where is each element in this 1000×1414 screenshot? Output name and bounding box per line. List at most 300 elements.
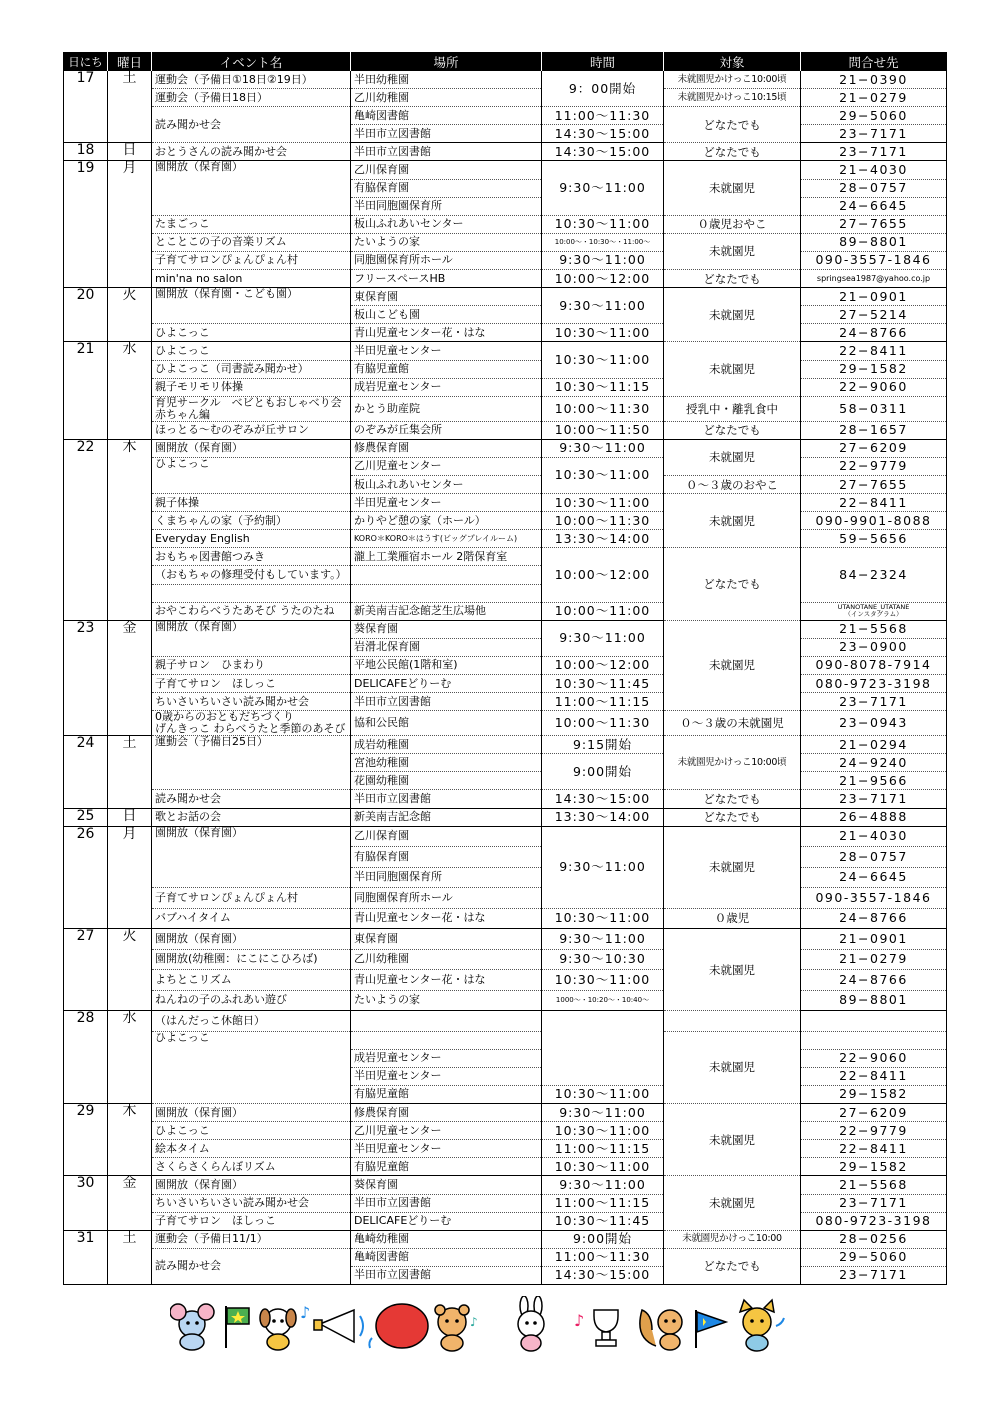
weekday-cell: 土 bbox=[108, 71, 152, 143]
time-cell: 9:30〜11:00 bbox=[542, 288, 664, 324]
place-cell: 半田児童センター bbox=[351, 1067, 542, 1085]
time-cell bbox=[542, 1011, 664, 1086]
time-cell: 10:30〜11:00 bbox=[542, 494, 664, 512]
event-name-cell: おもちゃ図書館つみき bbox=[152, 548, 351, 566]
target-cell: どなたでも bbox=[664, 107, 801, 143]
event-name-cell: 読み聞かせ会 bbox=[152, 790, 351, 808]
time-cell: 9:30〜11:00 bbox=[542, 929, 664, 950]
event-name-cell: おやこわらべうたあそび うたのたね bbox=[152, 602, 351, 620]
table-row bbox=[64, 1011, 947, 1032]
place-cell: 同胞園保育所ホール bbox=[351, 251, 542, 269]
event-name-cell: ひよこっこ bbox=[152, 457, 351, 493]
place-cell: 東保育園 bbox=[351, 929, 542, 950]
contact-cell: 23−7171 bbox=[801, 1266, 947, 1284]
table-row bbox=[64, 233, 947, 251]
table-row bbox=[64, 1248, 947, 1266]
contact-cell: 090-3557-1846 bbox=[801, 251, 947, 269]
place-cell: 半田幼稚園 bbox=[351, 71, 542, 89]
place-cell: 東保育園 bbox=[351, 288, 542, 306]
date-cell: 19 bbox=[64, 161, 108, 288]
weekday-cell: 金 bbox=[108, 620, 152, 735]
table-row bbox=[64, 439, 947, 457]
time-cell: 11:00〜11:30 bbox=[542, 1248, 664, 1266]
table-row bbox=[64, 288, 947, 306]
target-cell: 未就園児 bbox=[664, 494, 801, 548]
table-row bbox=[64, 656, 947, 674]
weekday-cell: 月 bbox=[108, 161, 152, 288]
date-cell: 30 bbox=[64, 1176, 108, 1230]
contact-cell: 23−7171 bbox=[801, 790, 947, 808]
table-row bbox=[64, 1230, 947, 1248]
event-name-cell: min'na no salon bbox=[152, 270, 351, 288]
contact-cell bbox=[801, 1011, 947, 1032]
target-cell: 未就園児 bbox=[664, 161, 801, 215]
place-cell bbox=[351, 584, 542, 602]
event-name-cell: バブハイタイム bbox=[152, 908, 351, 929]
event-name-cell: ちいさいちいさい読み聞かせ会 bbox=[152, 693, 351, 711]
contact-cell: 080-9723-3198 bbox=[801, 1212, 947, 1230]
place-cell: 半田児童センター bbox=[351, 494, 542, 512]
time-cell: 9:00開始 bbox=[542, 754, 664, 790]
time-cell: 9:00開始 bbox=[542, 1230, 664, 1248]
red-ball-icon bbox=[369, 1304, 428, 1348]
table-row bbox=[64, 324, 947, 342]
time-cell: 14:30〜15:00 bbox=[542, 125, 664, 143]
time-cell: 14:30〜15:00 bbox=[542, 1266, 664, 1284]
time-cell: 9:30〜11:00 bbox=[542, 251, 664, 269]
date-cell: 20 bbox=[64, 288, 108, 342]
event-name-cell: 子育てサロン ほしっこ bbox=[152, 1212, 351, 1230]
time-cell: 10:00〜11:30 bbox=[542, 711, 664, 736]
target-cell: どなたでも bbox=[664, 1248, 801, 1284]
event-name-cell: 子育てサロンぴょんぴょん村 bbox=[152, 888, 351, 909]
event-name-cell: 親子サロン ひまわり bbox=[152, 656, 351, 674]
place-cell: 乙川幼稚園 bbox=[351, 89, 542, 107]
event-name-cell: 0歳からのおともだちづくり げんきっこ わらべうたと季節のあそび bbox=[152, 711, 351, 736]
place-cell: フリースペースHB bbox=[351, 270, 542, 288]
mouse-character-icon bbox=[170, 1304, 214, 1350]
table-row bbox=[64, 1104, 947, 1122]
place-cell: 乙川児童センター bbox=[351, 1122, 542, 1140]
event-name-cell: 運動会（予備日25日） bbox=[152, 736, 351, 790]
time-cell: 14:30〜15:00 bbox=[542, 143, 664, 161]
table-row bbox=[64, 421, 947, 439]
table-row bbox=[64, 620, 947, 638]
place-cell: 修農保育園 bbox=[351, 439, 542, 457]
table-row bbox=[64, 494, 947, 512]
header-place: 場所 bbox=[351, 53, 542, 72]
event-name-cell: 園開放（保育園） bbox=[152, 161, 351, 215]
contact-cell: 27−6209 bbox=[801, 439, 947, 457]
contact-cell: 21−0901 bbox=[801, 929, 947, 950]
target-cell: どなたでも bbox=[664, 548, 801, 620]
rabbit-character-icon bbox=[518, 1296, 544, 1351]
place-cell: 半田同胞園保育所 bbox=[351, 197, 542, 215]
contact-cell: 84−2324 bbox=[801, 548, 947, 602]
contact-cell: 26−4888 bbox=[801, 808, 947, 826]
target-cell: 未就園児 bbox=[664, 233, 801, 269]
time-cell: 10:30〜11:00 bbox=[542, 215, 664, 233]
contact-cell: 21−4030 bbox=[801, 826, 947, 847]
svg-text:♪: ♪ bbox=[300, 1303, 311, 1322]
contact-cell: 22−9060 bbox=[801, 1049, 947, 1067]
event-name-cell bbox=[152, 584, 351, 602]
event-name-cell: 園開放(幼稚園：にこにこひろば) bbox=[152, 949, 351, 970]
place-cell: 有脇保育園 bbox=[351, 847, 542, 868]
target-cell: どなたでも bbox=[664, 790, 801, 808]
time-cell: 1000〜・10:20〜・10:40〜 bbox=[542, 990, 664, 1011]
contact-cell: 23−7171 bbox=[801, 1194, 947, 1212]
time-cell: 10:30〜11:15 bbox=[542, 378, 664, 396]
time-cell: 10:00〜11:00 bbox=[542, 602, 664, 620]
target-cell: ０歳児おやこ bbox=[664, 215, 801, 233]
target-cell: ０歳児 bbox=[664, 908, 801, 929]
event-name-cell: ひよこっこ（司書読み聞かせ） bbox=[152, 360, 351, 378]
time-cell: 10:00〜11:30 bbox=[542, 512, 664, 530]
contact-cell: 24−8766 bbox=[801, 908, 947, 929]
contact-cell: 28−0757 bbox=[801, 179, 947, 197]
event-name-cell: 園開放（保育園） bbox=[152, 929, 351, 950]
target-cell: どなたでも bbox=[664, 270, 801, 288]
contact-cell: 21−5568 bbox=[801, 620, 947, 638]
date-cell: 27 bbox=[64, 929, 108, 1011]
time-cell: 11:00〜11:15 bbox=[542, 693, 664, 711]
contact-cell: 29−1582 bbox=[801, 1158, 947, 1176]
contact-cell: 21−9566 bbox=[801, 772, 947, 790]
event-name-cell: （おもちゃの修理受付もしています。） bbox=[152, 566, 351, 584]
contact-cell: 23−7171 bbox=[801, 693, 947, 711]
contact-cell: 29−5060 bbox=[801, 1248, 947, 1266]
table-row bbox=[64, 530, 947, 548]
place-cell: 葵保育園 bbox=[351, 1176, 542, 1194]
event-name-cell: （はんだっこ休館日） bbox=[152, 1011, 351, 1032]
table-row bbox=[64, 888, 947, 909]
place-cell: 有脇児童館 bbox=[351, 1158, 542, 1176]
table-row bbox=[64, 1140, 947, 1158]
table-row bbox=[64, 1122, 947, 1140]
target-cell: どなたでも bbox=[664, 421, 801, 439]
svg-text:♪: ♪ bbox=[470, 1315, 478, 1329]
footer-illustration bbox=[170, 1296, 790, 1356]
contact-cell: 21−5568 bbox=[801, 1176, 947, 1194]
target-cell: 未就園児かけっこ10:00 bbox=[664, 1230, 801, 1248]
target-cell: 未就園児かけっこ10:00頃 bbox=[664, 736, 801, 790]
time-cell: 10:00〜11:50 bbox=[542, 421, 664, 439]
contact-cell: 21−4030 bbox=[801, 161, 947, 179]
place-cell: たいようの家 bbox=[351, 233, 542, 251]
place-cell: 有脇保育園 bbox=[351, 179, 542, 197]
contact-cell: 080-9723-3198 bbox=[801, 675, 947, 693]
place-cell: KORO＊KORO＊はうす(ビッグプレイルーム) bbox=[351, 530, 542, 548]
contact-cell: 22−8411 bbox=[801, 494, 947, 512]
event-name-cell: ちいさいちいさい読み聞かせ会 bbox=[152, 1194, 351, 1212]
bear-character-icon bbox=[435, 1305, 478, 1351]
contact-cell: 89−8801 bbox=[801, 990, 947, 1011]
event-name-cell: ねんねの子のふれあい遊び bbox=[152, 990, 351, 1011]
header-contact: 問合せ先 bbox=[801, 53, 947, 72]
table-row bbox=[64, 790, 947, 808]
contact-cell: 22−8411 bbox=[801, 1067, 947, 1085]
time-cell: 10:00〜12:00 bbox=[542, 548, 664, 602]
table-row bbox=[64, 512, 947, 530]
event-name-cell: 絵本タイム bbox=[152, 1140, 351, 1158]
place-cell: 葵保育園 bbox=[351, 620, 542, 638]
event-name-cell: 親子モリモリ体操 bbox=[152, 378, 351, 396]
date-cell: 25 bbox=[64, 808, 108, 826]
event-name-cell: 運動会（予備日①18日②19日） bbox=[152, 71, 351, 89]
place-cell: DELICAFEどりーむ bbox=[351, 1212, 542, 1230]
place-cell: 板山ふれあいセンター bbox=[351, 475, 542, 493]
contact-cell: 22−9779 bbox=[801, 457, 947, 475]
event-name-cell: 園開放（保育園） bbox=[152, 439, 351, 457]
date-cell: 17 bbox=[64, 71, 108, 143]
event-name-cell: さくらさくらんぼリズム bbox=[152, 1158, 351, 1176]
contact-cell: 24−8766 bbox=[801, 324, 947, 342]
table-row bbox=[64, 1212, 947, 1230]
table-row bbox=[64, 251, 947, 269]
target-cell: 未就園児かけっこ10:00頃 bbox=[664, 71, 801, 89]
date-cell: 22 bbox=[64, 439, 108, 620]
table-row bbox=[64, 89, 947, 107]
contact-cell: springsea1987@yahoo.co.jp bbox=[801, 270, 947, 288]
contact-cell: 21−0279 bbox=[801, 949, 947, 970]
event-name-cell: 園開放（保育園） bbox=[152, 826, 351, 888]
target-cell: 未就園児かけっこ10:15頃 bbox=[664, 89, 801, 107]
time-cell: 10:30〜11:45 bbox=[542, 1212, 664, 1230]
place-cell: 板山こども園 bbox=[351, 306, 542, 324]
contact-cell: UTANOTANE_UTATANE （インスタグラム） bbox=[801, 602, 947, 620]
place-cell: 亀崎図書館 bbox=[351, 1248, 542, 1266]
event-name-cell: おとうさんの読み聞かせ会 bbox=[152, 143, 351, 161]
contact-cell: 27−7655 bbox=[801, 215, 947, 233]
contact-cell: 23−0900 bbox=[801, 638, 947, 656]
place-cell: 半田児童センター bbox=[351, 1140, 542, 1158]
time-cell: 11:00〜11:15 bbox=[542, 1194, 664, 1212]
event-name-cell: ひよこっこ bbox=[152, 1122, 351, 1140]
contact-cell: 24−6645 bbox=[801, 867, 947, 888]
event-name-cell: とことこの子の音楽リズム bbox=[152, 233, 351, 251]
place-cell: 半田同胞園保育所 bbox=[351, 867, 542, 888]
contact-cell: 24−6645 bbox=[801, 197, 947, 215]
time-cell: 9:15開始 bbox=[542, 736, 664, 754]
event-name-cell: 読み聞かせ会 bbox=[152, 107, 351, 143]
weekday-cell: 木 bbox=[108, 1104, 152, 1176]
contact-cell: 28−1657 bbox=[801, 421, 947, 439]
table-row bbox=[64, 107, 947, 125]
time-cell: 10:00〜11:30 bbox=[542, 396, 664, 421]
time-cell: 9:30〜11:00 bbox=[542, 1104, 664, 1122]
time-cell: 10:30〜11:00 bbox=[542, 1158, 664, 1176]
place-cell: DELICAFEどりーむ bbox=[351, 675, 542, 693]
event-schedule-table bbox=[63, 52, 947, 1285]
date-cell: 29 bbox=[64, 1104, 108, 1176]
time-cell: 10:00〜12:00 bbox=[542, 270, 664, 288]
time-cell: 9:30〜11:00 bbox=[542, 161, 664, 215]
event-name-cell: ひよこっこ bbox=[152, 324, 351, 342]
place-cell: 瀧上工業雁宿ホール 2階保育室 bbox=[351, 548, 542, 566]
table-header-row bbox=[64, 53, 947, 72]
dog-character-icon bbox=[260, 1309, 296, 1350]
table-row bbox=[64, 342, 947, 360]
table-row bbox=[64, 949, 947, 970]
cat-character-icon bbox=[740, 1300, 784, 1351]
weekday-cell: 日 bbox=[108, 143, 152, 161]
target-cell: 未就園児 bbox=[664, 1104, 801, 1176]
event-name-cell: 歌とお話の会 bbox=[152, 808, 351, 826]
event-name-cell: 親子体操 bbox=[152, 494, 351, 512]
place-cell: 亀崎図書館 bbox=[351, 107, 542, 125]
pennant-icon bbox=[696, 1310, 726, 1348]
place-cell: 宮池幼稚園 bbox=[351, 754, 542, 772]
header-target: 対象 bbox=[664, 53, 801, 72]
place-cell: 青山児童センター花・はな bbox=[351, 324, 542, 342]
table-row bbox=[64, 143, 947, 161]
place-cell: のぞみが丘集会所 bbox=[351, 421, 542, 439]
time-cell: 10:30〜11:00 bbox=[542, 324, 664, 342]
place-cell: 花園幼稚園 bbox=[351, 772, 542, 790]
target-cell: どなたでも bbox=[664, 143, 801, 161]
place-cell: 岩滑北保育園 bbox=[351, 638, 542, 656]
table-row bbox=[64, 693, 947, 711]
date-cell: 23 bbox=[64, 620, 108, 735]
date-cell: 24 bbox=[64, 736, 108, 808]
event-name-cell: ほっとる〜むのぞみが丘サロン bbox=[152, 421, 351, 439]
target-cell: 未就園児 bbox=[664, 929, 801, 1011]
place-cell: 半田市立図書館 bbox=[351, 790, 542, 808]
place-cell: 半田市立図書館 bbox=[351, 125, 542, 143]
contact-cell: 29−1582 bbox=[801, 360, 947, 378]
contact-cell: 21−0901 bbox=[801, 288, 947, 306]
place-cell: 青山児童センター花・はな bbox=[351, 908, 542, 929]
date-cell: 26 bbox=[64, 826, 108, 929]
time-cell: 10:30〜11:00 bbox=[542, 457, 664, 493]
event-name-cell: 育児サークル べビともおしゃべり会 赤ちゃん編 bbox=[152, 396, 351, 421]
target-cell: ０〜３歳の未就園児 bbox=[664, 711, 801, 736]
flag-icon bbox=[226, 1306, 249, 1348]
contact-cell: 29−5060 bbox=[801, 107, 947, 125]
contact-cell: 21−0390 bbox=[801, 71, 947, 89]
table-row bbox=[64, 360, 947, 378]
place-cell: 成岩児童センター bbox=[351, 378, 542, 396]
date-cell: 21 bbox=[64, 342, 108, 439]
place-cell: 修農保育園 bbox=[351, 1104, 542, 1122]
place-cell: 新美南吉記念館 bbox=[351, 808, 542, 826]
contact-cell: 21−0279 bbox=[801, 89, 947, 107]
weekday-cell: 火 bbox=[108, 288, 152, 342]
header-date: 日にち bbox=[64, 53, 108, 72]
weekday-cell: 日 bbox=[108, 808, 152, 826]
contact-cell: 23−0943 bbox=[801, 711, 947, 736]
table-row bbox=[64, 270, 947, 288]
date-cell: 28 bbox=[64, 1011, 108, 1104]
place-cell: たいようの家 bbox=[351, 990, 542, 1011]
contact-cell: 090-8078-7914 bbox=[801, 656, 947, 674]
time-cell: 11:00〜11:15 bbox=[542, 1140, 664, 1158]
contact-cell: 21−0294 bbox=[801, 736, 947, 754]
event-name-cell: 園開放（保育園） bbox=[152, 1104, 351, 1122]
event-name-cell: ひよこっこ bbox=[152, 342, 351, 360]
time-cell: 10:00〜12:00 bbox=[542, 656, 664, 674]
svg-text:♪: ♪ bbox=[574, 1311, 585, 1330]
schedule-body bbox=[64, 71, 947, 1284]
target-cell: ０〜３歳のおやこ bbox=[664, 475, 801, 493]
place-cell: 乙川保育園 bbox=[351, 161, 542, 179]
table-row bbox=[64, 215, 947, 233]
weekday-cell: 水 bbox=[108, 342, 152, 439]
target-cell: 未就園児 bbox=[664, 342, 801, 396]
target-cell: 未就園児 bbox=[664, 826, 801, 908]
contact-cell: 22−8411 bbox=[801, 342, 947, 360]
time-cell: 13:30〜14:00 bbox=[542, 530, 664, 548]
target-cell bbox=[664, 1011, 801, 1032]
target-cell: 未就園児 bbox=[664, 1176, 801, 1230]
place-cell: 乙川幼稚園 bbox=[351, 949, 542, 970]
place-cell bbox=[351, 1011, 542, 1032]
time-cell: 9:30〜11:00 bbox=[542, 620, 664, 656]
place-cell: 半田市立図書館 bbox=[351, 693, 542, 711]
squirrel-character-icon bbox=[640, 1310, 682, 1350]
event-name-cell: 運動会（予備日18日） bbox=[152, 89, 351, 107]
table-row bbox=[64, 736, 947, 754]
contact-cell: 27−7655 bbox=[801, 475, 947, 493]
event-name-cell: 園開放（保育園） bbox=[152, 620, 351, 656]
event-name-cell: Everyday English bbox=[152, 530, 351, 548]
target-cell: 未就園児 bbox=[664, 1031, 801, 1103]
time-cell: 9：00開始 bbox=[542, 71, 664, 107]
time-cell: 10:30〜11:00 bbox=[542, 908, 664, 929]
weekday-cell: 土 bbox=[108, 1230, 152, 1284]
contact-cell: 090-9901-8088 bbox=[801, 512, 947, 530]
weekday-cell: 月 bbox=[108, 826, 152, 929]
weekday-cell: 火 bbox=[108, 929, 152, 1011]
megaphone-icon bbox=[314, 1310, 363, 1342]
event-name-cell: 子育てサロン ほしっこ bbox=[152, 675, 351, 693]
time-cell: 10:30〜11:00 bbox=[542, 1122, 664, 1140]
time-cell: 9:30〜10:30 bbox=[542, 949, 664, 970]
contact-cell: 24−9240 bbox=[801, 754, 947, 772]
time-cell: 9:30〜11:00 bbox=[542, 439, 664, 457]
table-row bbox=[64, 602, 947, 620]
table-row bbox=[64, 457, 947, 475]
contact-cell: 090-3557-1846 bbox=[801, 888, 947, 909]
contact-cell: 59−5656 bbox=[801, 530, 947, 548]
target-cell: 未就園児 bbox=[664, 439, 801, 475]
time-cell: 11:00〜11:30 bbox=[542, 107, 664, 125]
place-cell: 成岩児童センター bbox=[351, 1049, 542, 1067]
place-cell: 半田児童センター bbox=[351, 342, 542, 360]
header-weekday: 曜日 bbox=[108, 53, 152, 72]
weekday-cell: 土 bbox=[108, 736, 152, 808]
table-row bbox=[64, 990, 947, 1011]
event-name-cell: 園開放（保育園） bbox=[152, 1176, 351, 1194]
place-cell: 半田市立図書館 bbox=[351, 1266, 542, 1284]
contact-cell: 22−9779 bbox=[801, 1122, 947, 1140]
event-name-cell: くまちゃんの家（予約制） bbox=[152, 512, 351, 530]
contact-cell: 22−8411 bbox=[801, 1140, 947, 1158]
trophy-icon bbox=[594, 1310, 618, 1346]
place-cell: 有脇児童館 bbox=[351, 360, 542, 378]
event-name-cell: ひよこっこ bbox=[152, 1031, 351, 1103]
place-cell: かとう助産院 bbox=[351, 396, 542, 421]
contact-cell bbox=[801, 1031, 947, 1049]
table-row bbox=[64, 808, 947, 826]
target-cell: どなたでも bbox=[664, 808, 801, 826]
contact-cell: 27−6209 bbox=[801, 1104, 947, 1122]
place-cell: 成岩幼稚園 bbox=[351, 736, 542, 754]
place-cell: 乙川児童センター bbox=[351, 457, 542, 475]
place-cell: 板山ふれあいセンター bbox=[351, 215, 542, 233]
contact-cell: 58−0311 bbox=[801, 396, 947, 421]
